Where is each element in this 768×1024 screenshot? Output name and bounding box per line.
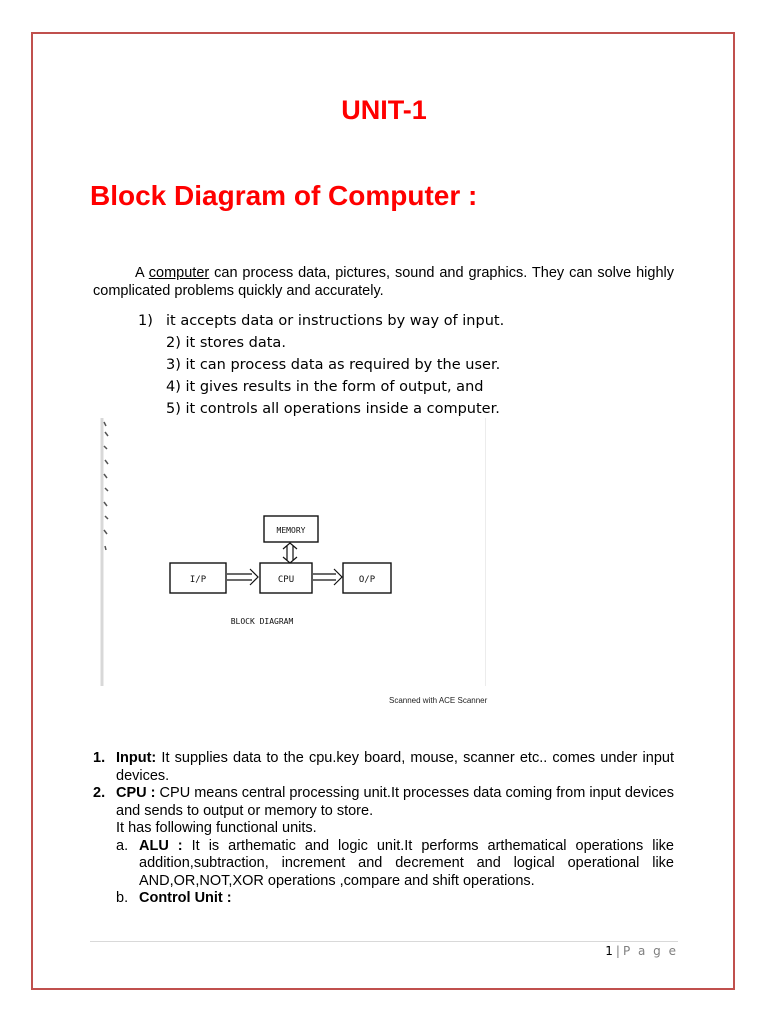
input-label: I/P	[189, 575, 207, 585]
document-heading: Block Diagram of Computer :	[90, 180, 478, 211]
footer-separator: |	[615, 944, 620, 958]
function-item: 2) it stores data.	[166, 335, 286, 351]
block-diagram-drawing	[100, 418, 485, 686]
page-footer	[605, 944, 678, 958]
intro-paragraph	[93, 264, 674, 300]
function-item: 1) it accepts data or instructions by way of input.	[138, 313, 505, 329]
computer-link[interactable]: computer	[148, 265, 210, 281]
output-label: O/P	[358, 575, 376, 585]
intro-prefix: A	[135, 265, 144, 281]
page-number: 1	[605, 944, 613, 958]
definition-list	[93, 750, 674, 908]
definition-cpu-extra: It has following functional units.	[116, 820, 317, 836]
definition-input: 1. Input: It supplies data to the cpu.key board, mouse, scanner etc.. comes under input devices.	[93, 750, 674, 784]
intro-rest: can process data, pictures, sound and graphics. They can solve highly complicated problems quickly and accurately.	[93, 265, 674, 299]
input-cpu-arrow	[227, 569, 258, 585]
function-list	[138, 310, 504, 420]
diagram-caption: BLOCK DIAGRAM	[230, 617, 294, 626]
scanned-block-diagram	[100, 418, 486, 686]
cpu-output-arrow	[313, 569, 342, 585]
definition-alu: a. ALU : It is arthematic and logic unit.It performs arthematical operations like addition,subtraction, increment and decrement and logical operational like AND,OR,NOT,XOR operations ,compare and shift operations.	[116, 837, 674, 889]
function-item: 3) it can process data as required by the user.	[166, 357, 501, 373]
function-item: 4) it gives results in the form of output, and	[166, 379, 484, 395]
memory-label: MEMORY	[276, 526, 306, 535]
definition-cpu: 2. CPU : CPU means central processing unit.It processes data coming from input devices and sends to output or memory to store. It has following functional units.	[93, 785, 674, 836]
page-label: P a g e	[622, 944, 678, 958]
scan-margin-marks	[102, 418, 108, 686]
scan-credit: Scanned with ACE Scanner	[389, 696, 488, 705]
footer-divider	[90, 941, 678, 942]
definition-control-unit: b. Control Unit :	[116, 890, 232, 906]
cpu-label: CPU	[277, 575, 295, 585]
memory-cpu-arrow	[283, 543, 297, 563]
function-item: 5) it controls all operations inside a computer.	[166, 401, 500, 417]
unit-title: UNIT-1	[341, 95, 427, 125]
